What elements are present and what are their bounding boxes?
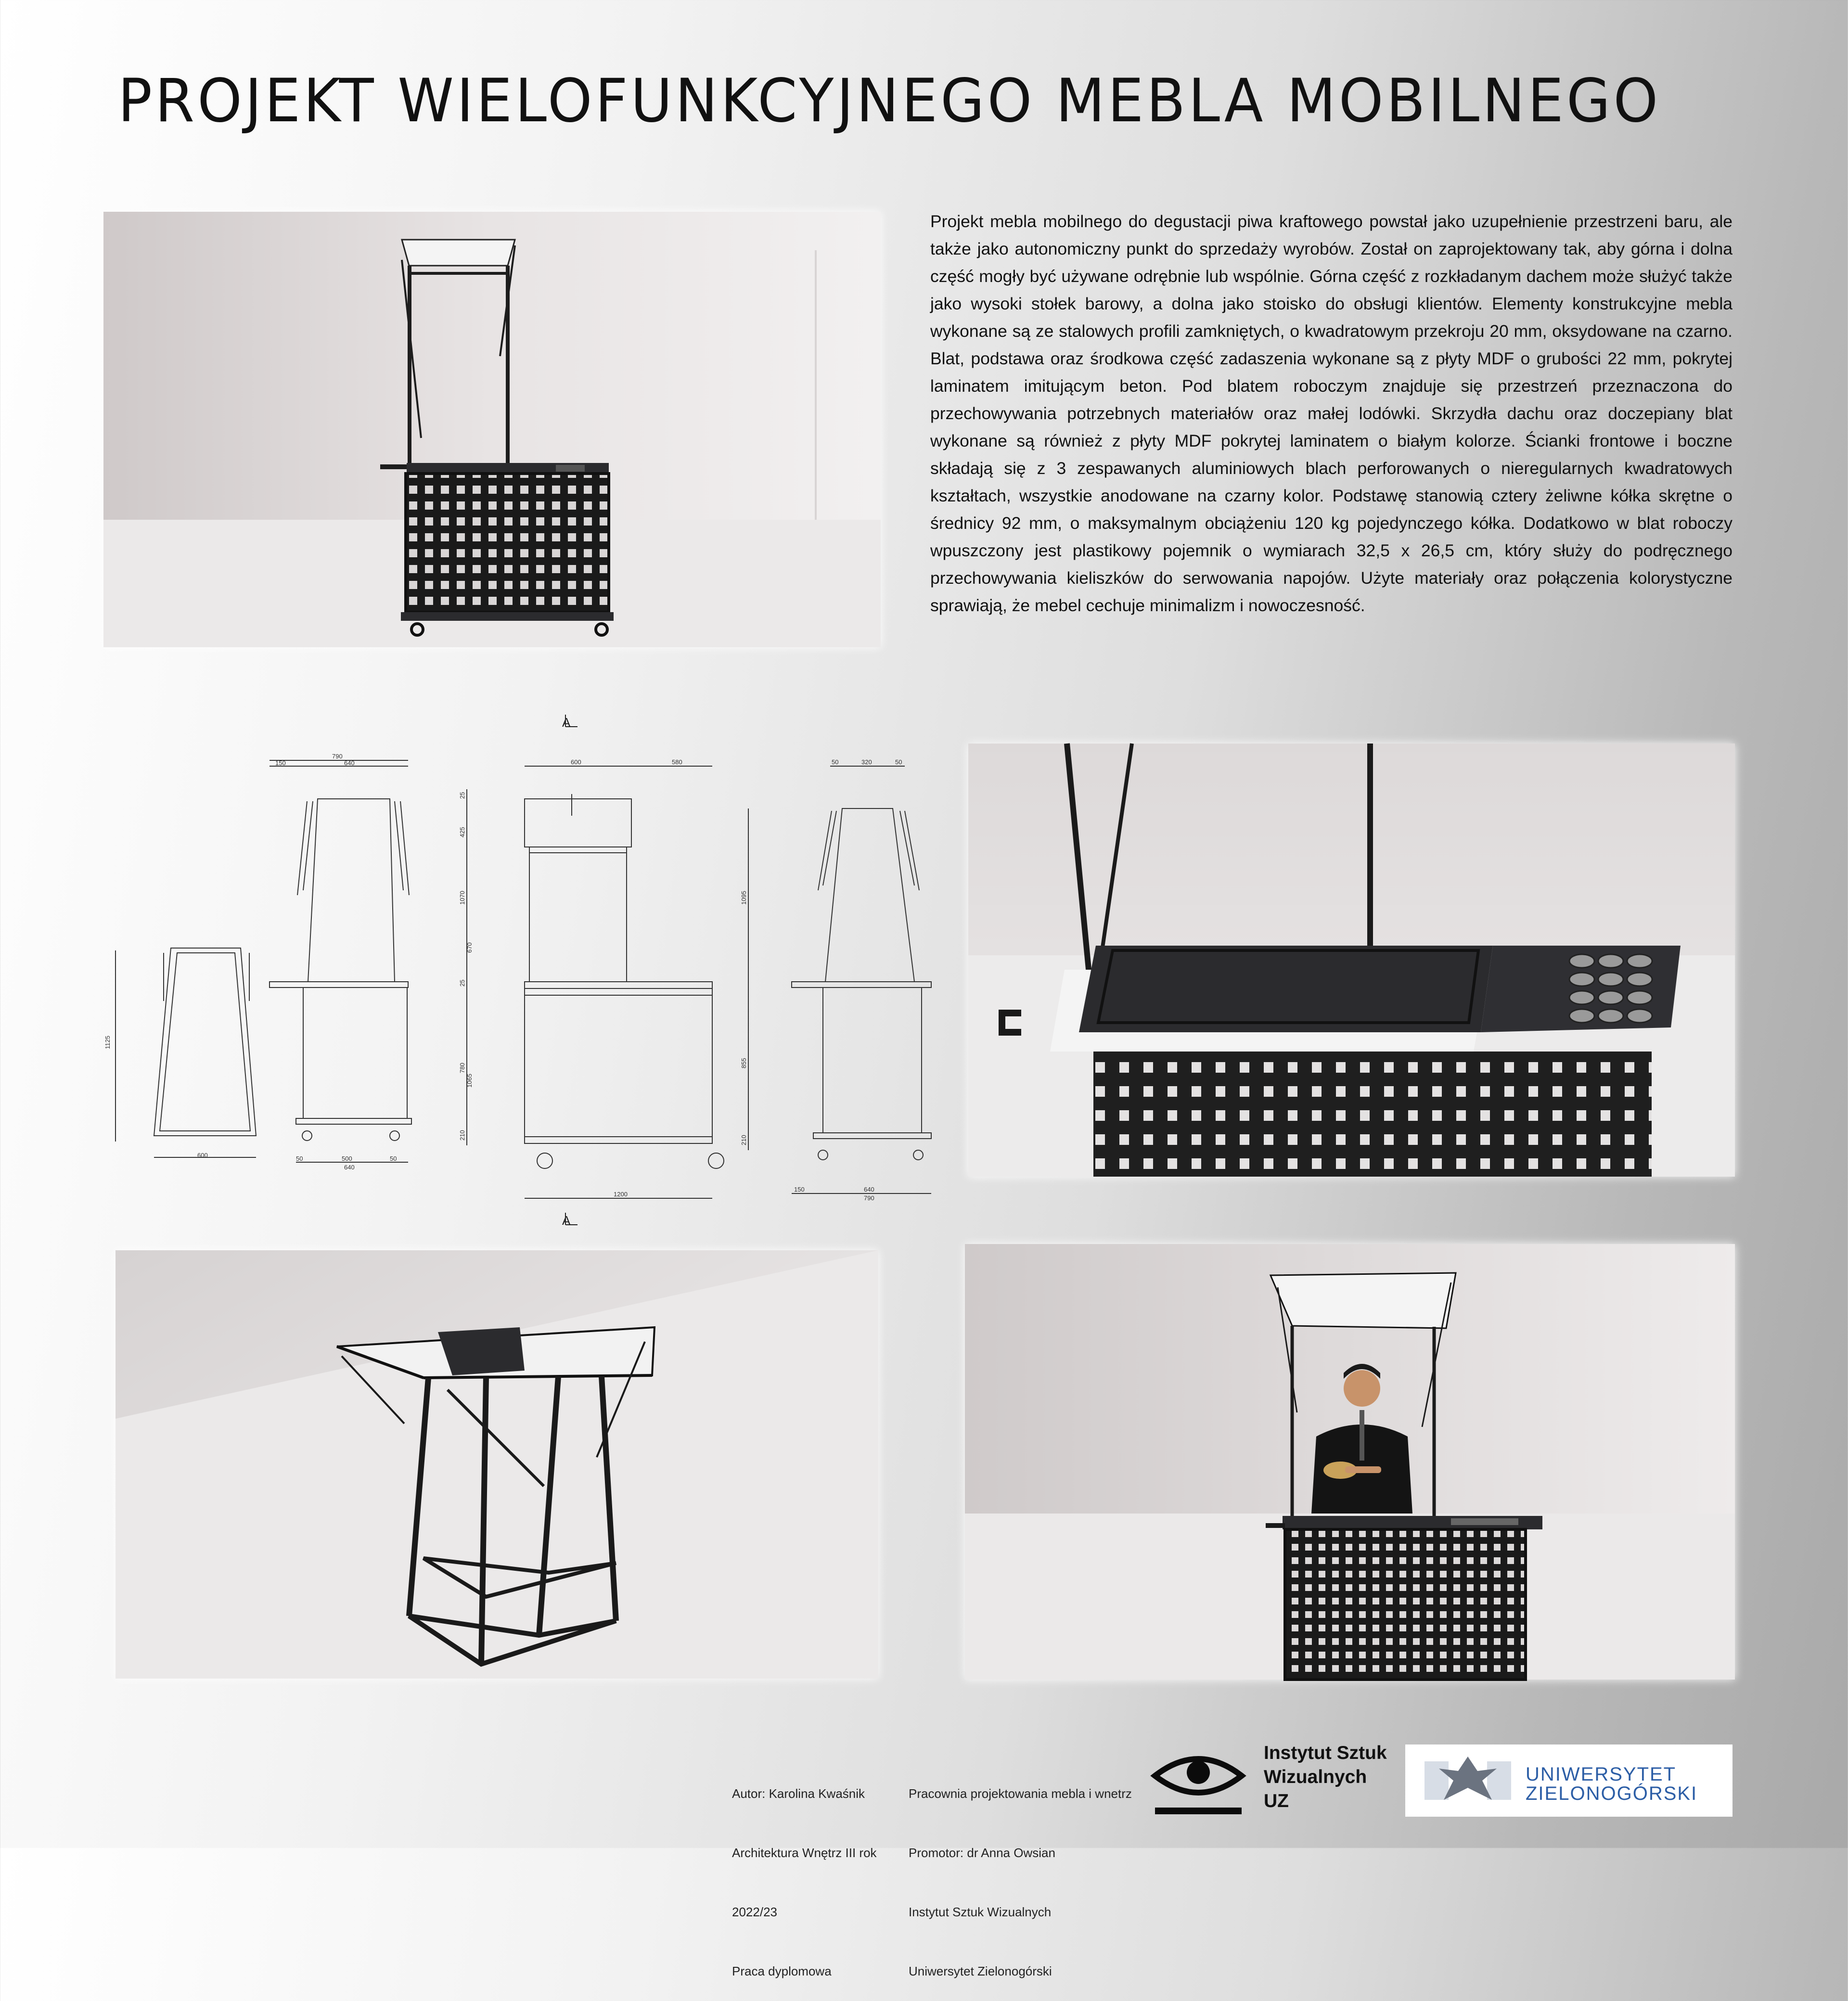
author-line: Praca dyplomowa (732, 1964, 832, 1978)
svg-text:640: 640 (344, 759, 355, 767)
svg-text:320: 320 (861, 758, 872, 766)
svg-text:790: 790 (864, 1194, 874, 1202)
svg-text:780: 780 (459, 1063, 466, 1073)
svg-text:50: 50 (296, 1155, 303, 1162)
studio-info (909, 1744, 1132, 2001)
institute-line: Instytut Sztuk (1264, 1743, 1387, 1763)
svg-text:670: 670 (466, 942, 473, 953)
university-line: UNIWERSYTET (1526, 1764, 1677, 1785)
author-line: Autor: Karolina Kwaśnik (732, 1786, 865, 1801)
svg-text:500: 500 (342, 1155, 352, 1162)
eagle-emblem-icon (1420, 1752, 1516, 1809)
right-height-dims (740, 808, 748, 1150)
svg-text:640: 640 (344, 1164, 355, 1171)
author-info (732, 1744, 877, 2001)
author-line: Architektura Wnętrz III rok (732, 1846, 877, 1860)
view-side-right (792, 758, 931, 1202)
university-logo (1405, 1744, 1732, 1817)
svg-text:1095: 1095 (740, 891, 747, 905)
institute-line: UZ (1264, 1791, 1289, 1811)
svg-text:855: 855 (740, 1058, 747, 1068)
university-line: ZIELONOGÓRSKI (1526, 1783, 1698, 1804)
institute-line: Wizualnych (1264, 1767, 1367, 1787)
studio-line: Uniwersytet Zielonogórski (909, 1964, 1052, 1978)
svg-text:A: A (562, 715, 571, 730)
eye-logo-icon (1153, 1746, 1244, 1818)
svg-text:790: 790 (332, 753, 343, 760)
section-marker-top (562, 715, 578, 730)
svg-text:150: 150 (275, 759, 286, 767)
svg-text:600: 600 (571, 758, 581, 766)
svg-text:580: 580 (672, 758, 682, 766)
svg-text:1070: 1070 (459, 891, 466, 905)
project-description: Projekt mebla mobilnego do degustacji piwa kraftowego powstał jako uzupełnienie przestrzeni baru, ale także jako autonomiczny punkt do sprzedaży wyrobów. Został on zaprojektowany tak, aby górna i dolna część mogły być używane odrębnie lub wspólnie. Górna część z rozkładanym dachem może służyć także jako wysoki stołek barowy, a dolna jako stoisko do obsługi klientów. Elementy konstrukcyjne mebla wykonane są ze stalowych profili zamkniętych, o kwadratowym przekroju 20 mm, oksydowane na czarno. Blat, podstawa oraz środkowa część zadaszenia wykonane są z płyty MDF o grubości 22 mm, pokrytej laminatem imitującym beton. Pod blatem roboczym znajduje się przestrzeń przeznaczona do przechowywania potrzebnych materiałów oraz małej lodówki. Skrzydła dachu oraz doczepiany blat wykonane są również z płyty MDF pokrytej laminatem o białym kolorze. Ścianki frontowe i boczne składają się z 3 zespawanych aluminiowych blach perforowanych o nieregularnych kwadratowych kształtach, wszystkie anodowane na czarny kolor. Podstawę stanowią cztery żeliwne kółka skrętne o średnicy 92 mm, o maksymalnym obciążeniu 120 kg pojedynczego kółka. Dodatkowo w blat roboczy wpuszczony jest plastikowy pojemnik o wymiarach 32,5 x 26,5 cm, który służy do podręcznego przechowywania kieliszków do serwowania napojów. Użyte materiały oraz połączenia kolorystyczne sprawiają, że mebel cechuje minimalizm i nowoczesność. (930, 212, 1732, 615)
view-front (525, 758, 724, 1198)
render-closeup (968, 744, 1735, 1177)
render-front-view (103, 212, 881, 647)
svg-text:50: 50 (895, 758, 902, 766)
page-title: PROJEKT WIELOFUNKCYJNEGO MEBLA MOBILNEGO (118, 65, 1661, 136)
svg-text:A: A (562, 1213, 571, 1228)
svg-text:1065: 1065 (466, 1074, 473, 1088)
svg-text:640: 640 (864, 1186, 874, 1193)
front-height-dims (459, 789, 473, 1145)
svg-text:25: 25 (459, 979, 466, 987)
university-name (1526, 1765, 1697, 1803)
svg-text:1125: 1125 (104, 1036, 111, 1049)
section-marker-bottom (562, 1213, 578, 1228)
render-stool (116, 1250, 878, 1679)
svg-text:600: 600 (197, 1152, 208, 1159)
svg-text:210: 210 (459, 1130, 466, 1141)
svg-text:50: 50 (832, 758, 839, 766)
svg-text:50: 50 (390, 1155, 397, 1162)
studio-line: Promotor: dr Anna Owsian (909, 1846, 1055, 1860)
view-stool-side (104, 948, 256, 1159)
view-side (270, 753, 411, 1171)
author-line: 2022/23 (732, 1905, 777, 1919)
svg-text:150: 150 (794, 1186, 805, 1193)
render-bartender (965, 1244, 1735, 1680)
institute-name (1264, 1741, 1387, 1813)
technical-drawing (106, 712, 953, 1237)
svg-text:25: 25 (459, 792, 466, 799)
studio-line: Instytut Sztuk Wizualnych (909, 1905, 1052, 1919)
svg-text:1200: 1200 (614, 1191, 628, 1198)
svg-text:210: 210 (740, 1135, 747, 1145)
svg-text:425: 425 (459, 827, 466, 837)
studio-line: Pracownia projektowania mebla i wnetrz (909, 1786, 1132, 1801)
